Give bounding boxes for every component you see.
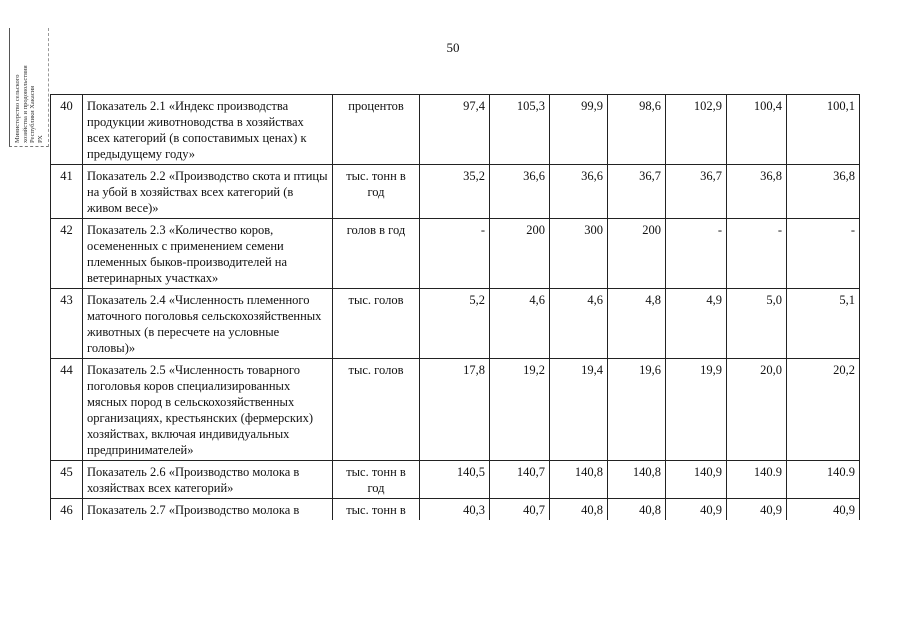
value-cell: - [787,219,860,289]
stamp-line: РХ [36,135,44,143]
value-cell: 40,9 [727,499,787,521]
indicator-name: Показатель 2.4 «Численность племенного маточного поголовья сельскохозяйственных животных (в пересчете на условные головы)» [83,289,333,359]
unit-cell: тыс. тонн в [333,499,420,521]
value-cell: - [420,219,490,289]
table-row [51,219,860,289]
value-cell: 5,2 [420,289,490,359]
value-cell: 140,9 [666,461,727,499]
value-cell: 100,1 [787,95,860,165]
value-cell: 4,6 [490,289,550,359]
indicator-name: Показатель 2.3 «Количество коров, осемененных с применением семени племенных быков-производителей на ветеринарных участках» [83,219,333,289]
indicator-name: Показатель 2.2 «Производство скота и птицы на убой в хозяйствах всех категорий (в живом весе)» [83,165,333,219]
value-cell: 36,6 [490,165,550,219]
value-cell: 19,6 [608,359,666,461]
row-number: 45 [51,461,83,499]
value-cell: 5,0 [727,289,787,359]
value-cell: 40,9 [787,499,860,521]
table-row [51,289,860,359]
value-cell: - [727,219,787,289]
table-row [51,461,860,499]
value-cell: 35,2 [420,165,490,219]
value-cell: 300 [550,219,608,289]
value-cell: 4,9 [666,289,727,359]
value-cell: 40,8 [550,499,608,521]
value-cell: 36,8 [727,165,787,219]
value-cell: 200 [608,219,666,289]
value-cell: 98,6 [608,95,666,165]
row-number: 42 [51,219,83,289]
value-cell: 36,7 [608,165,666,219]
unit-cell: тыс. тонн в год [333,461,420,499]
value-cell: 4,6 [550,289,608,359]
unit-cell: тыс. голов [333,359,420,461]
indicator-name: Показатель 2.6 «Производство молока в хозяйствах всех категорий» [83,461,333,499]
page-number: 50 [446,40,460,55]
value-cell: 140.9 [727,461,787,499]
value-cell: 19,2 [490,359,550,461]
value-cell: 99,9 [550,95,608,165]
value-cell: 105,3 [490,95,550,165]
value-cell: 140.9 [787,461,860,499]
unit-cell: тыс. голов [333,289,420,359]
table-row [51,95,860,165]
row-number: 41 [51,165,83,219]
value-cell: 40,3 [420,499,490,521]
value-cell: 102,9 [666,95,727,165]
value-cell: 4,8 [608,289,666,359]
row-number: 44 [51,359,83,461]
value-cell: 140,7 [490,461,550,499]
value-cell: 40,7 [490,499,550,521]
registration-stamp [9,28,49,147]
indicators-table [50,94,860,520]
value-cell: 140,8 [608,461,666,499]
row-number: 43 [51,289,83,359]
value-cell: 140,8 [550,461,608,499]
value-cell: 20,0 [727,359,787,461]
table-row [51,499,860,521]
value-cell: 97,4 [420,95,490,165]
unit-cell: голов в год [333,219,420,289]
row-number: 46 [51,499,83,521]
value-cell: 20,2 [787,359,860,461]
value-cell: 140,5 [420,461,490,499]
stamp-line: Министерство сельского [14,74,21,143]
indicator-name: Показатель 2.1 «Индекс производства продукции животноводства в хозяйствах всех категорий (в сопоставимых ценах) к предыдущему году» [83,95,333,165]
value-cell: 200 [490,219,550,289]
value-cell: 100,4 [727,95,787,165]
unit-cell: процентов [333,95,420,165]
value-cell: 19,4 [550,359,608,461]
table-row [51,165,860,219]
value-cell: 36,6 [550,165,608,219]
indicator-name: Показатель 2.7 «Производство молока в [83,499,333,521]
indicator-name: Показатель 2.5 «Численность товарного поголовья коров специализированных мясных пород в сельскохозяйственных организациях, крестьянских (фермерских) хозяйствах, включая индивидуальных предпринимателей» [83,359,333,461]
value-cell: 40,9 [666,499,727,521]
stamp-line: Республики Хакасия [29,85,36,143]
value-cell: 36,7 [666,165,727,219]
stamp-line: хозяйства и продовольствия [21,65,29,143]
value-cell: 17,8 [420,359,490,461]
value-cell: 40,8 [608,499,666,521]
value-cell: 5,1 [787,289,860,359]
table-row [51,359,860,461]
value-cell: 36,8 [787,165,860,219]
value-cell: - [666,219,727,289]
value-cell: 19,9 [666,359,727,461]
row-number: 40 [51,95,83,165]
unit-cell: тыс. тонн в год [333,165,420,219]
